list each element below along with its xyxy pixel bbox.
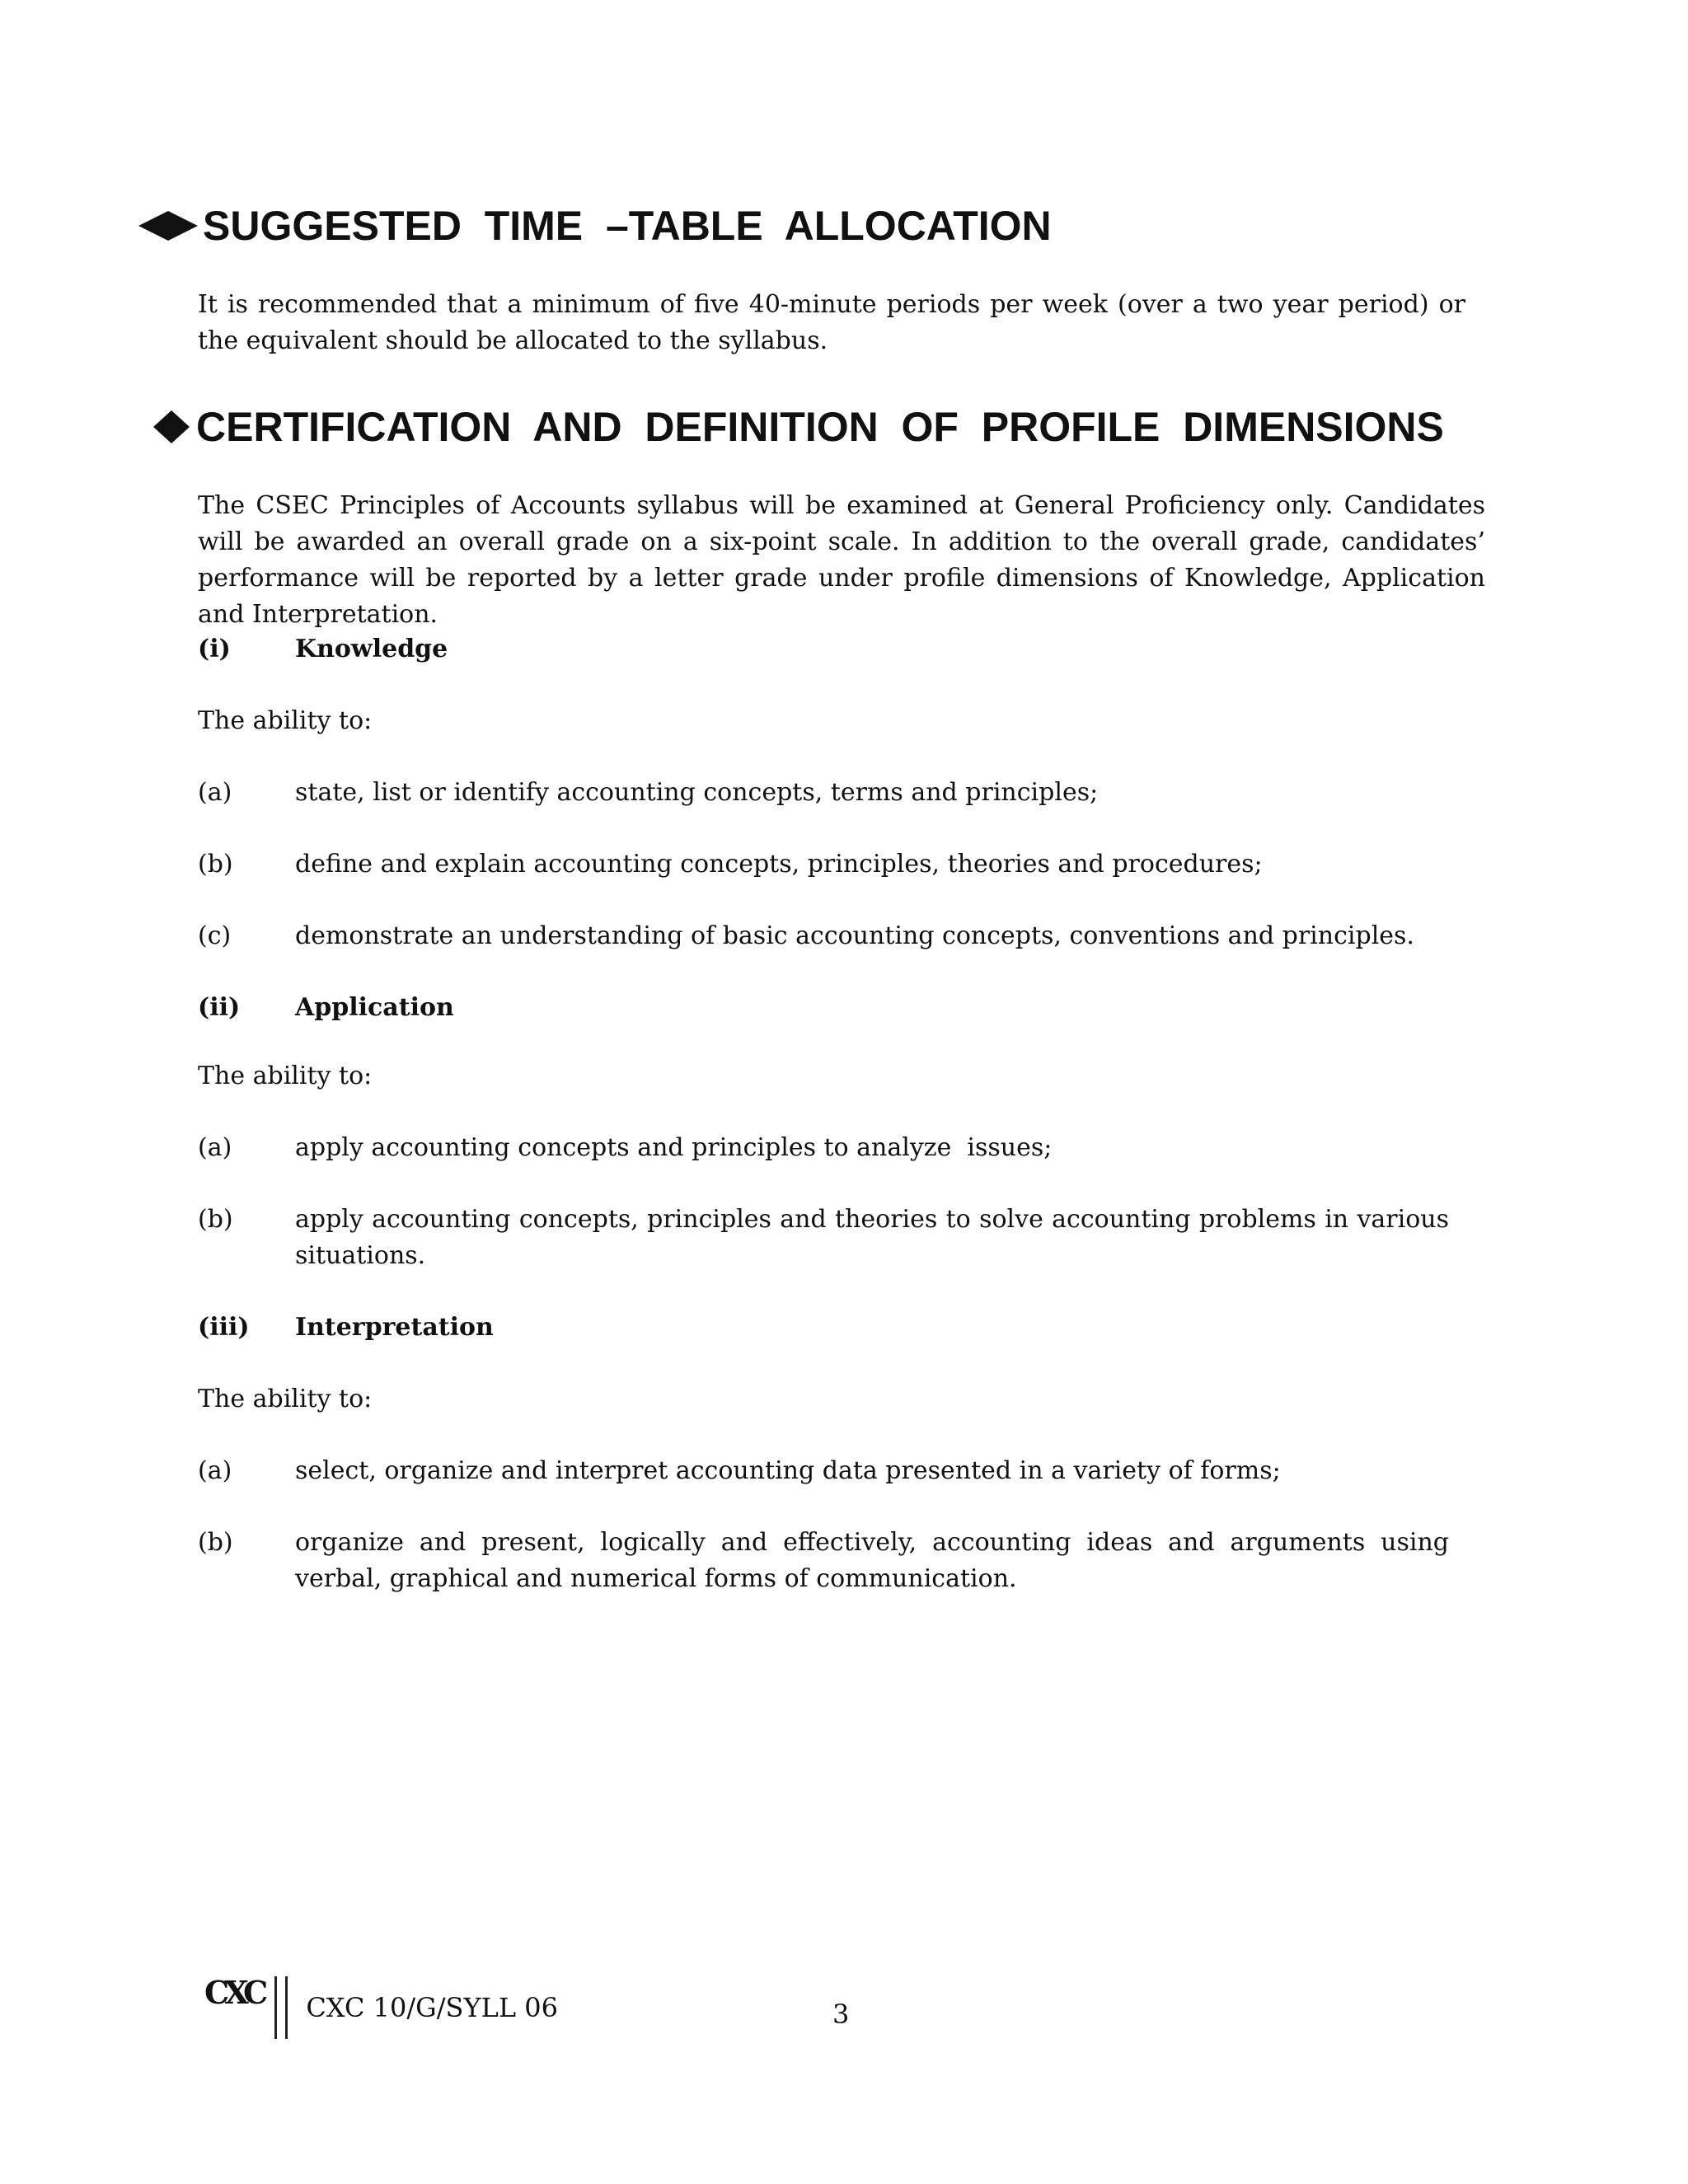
dimension-number: (i) [198, 635, 231, 663]
item-text: apply accounting concepts and principles to analyze issues; [295, 1133, 1053, 1162]
diamond-bullet-icon [152, 409, 191, 445]
list-item [198, 1130, 1467, 1166]
item-text: apply accounting concepts, principles and theories to solve accounting problems in various situations. [295, 1205, 1449, 1270]
dimension-title: Knowledge [295, 635, 448, 663]
page-footer [204, 1960, 558, 2039]
item-label: (b) [198, 850, 233, 879]
dimension-heading-interpretation [198, 1310, 494, 1346]
heading-text: CERTIFICATION AND DEFINITION OF PROFILE DIMENSIONS [196, 404, 1444, 450]
footer-divider [274, 1976, 288, 2039]
dimension-title: Interpretation [295, 1313, 494, 1342]
dimension-number: (ii) [198, 993, 241, 1022]
item-text: demonstrate an understanding of basic accounting concepts, conventions and principles. [295, 921, 1414, 950]
item-label: (a) [198, 1133, 232, 1162]
item-text: define and explain accounting concepts, principles, theories and procedures; [295, 850, 1263, 879]
ability-intro: The ability to: [198, 1062, 373, 1090]
item-label: (a) [198, 778, 232, 807]
list-item [198, 775, 1467, 811]
item-label: (b) [198, 1528, 233, 1557]
ability-intro: The ability to: [198, 1385, 373, 1413]
diamond-bullet-icon [138, 209, 198, 242]
list-item [198, 918, 1467, 954]
dimension-title: Application [295, 993, 454, 1022]
item-text: organize and present, logically and effectively, accounting ideas and arguments using verbal, graphical and numerical forms of communication. [295, 1528, 1449, 1593]
heading-text: SUGGESTED TIME –TABLE ALLOCATION [203, 203, 1052, 249]
list-item [198, 1525, 1449, 1597]
certification-paragraph: The CSEC Principles of Accounts syllabus will be examined at General Proficiency only. Candidates will be awarded an overall grade on a six-point scale. In addition to the overall grade, candidates’ performance will be reported by a letter grade under profile dimensions of Knowledge, Application and Interpretation. [198, 491, 1485, 629]
item-text: state, list or identify accounting concepts, terms and principles; [295, 778, 1099, 807]
page-number: 3 [832, 1999, 850, 2030]
timetable-paragraph: It is recommended that a minimum of five 40-minute periods per week (over a two year period) or the equivalent should be allocated to the syllabus. [198, 290, 1465, 355]
syllabus-code: CXC 10/G/SYLL 06 [306, 1992, 558, 2023]
item-label: (b) [198, 1205, 233, 1234]
ability-intro: The ability to: [198, 706, 373, 735]
list-item [198, 1453, 1467, 1489]
dimension-number: (iii) [198, 1313, 250, 1342]
dimension-heading-knowledge [198, 631, 448, 668]
section-heading-certification [152, 402, 1444, 452]
list-item [198, 1202, 1449, 1274]
cxc-logo: CXC [204, 1974, 264, 2011]
list-item [198, 846, 1467, 883]
item-label: (a) [198, 1456, 232, 1485]
section-heading-timetable [138, 201, 1052, 251]
dimension-heading-application [198, 990, 454, 1026]
item-text: select, organize and interpret accounting data presented in a variety of forms; [295, 1456, 1281, 1485]
item-label: (c) [198, 921, 232, 950]
